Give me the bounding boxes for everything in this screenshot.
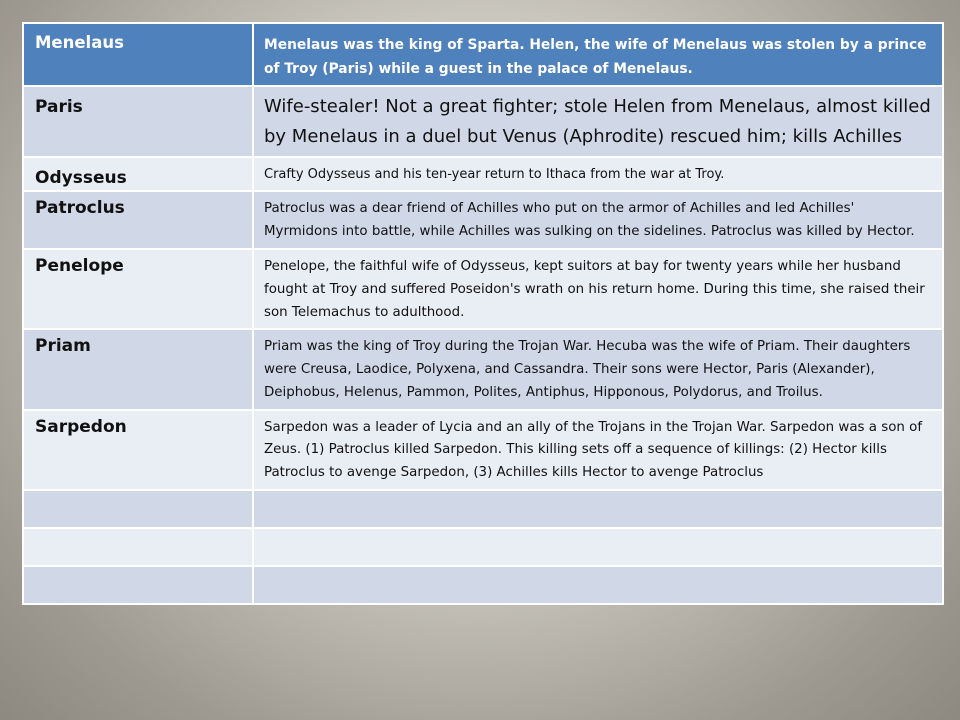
description-cell [253, 23, 943, 86]
table-row [23, 86, 943, 156]
empty-cell [253, 490, 943, 528]
description-cell [253, 191, 943, 249]
table-row [23, 191, 943, 249]
character-description: Sarpedon was a leader of Lycia and an ally of the Trojans in the Trojan War. Sarpedon was a son of Zeus. (1) Patroclus killed Sarpedon. This killing sets off a sequence of killings: (2) Hector kills Patroclus to avenge Sarpedon, (3) Achilles kills Hector to avenge Patroclus [264, 419, 923, 481]
empty-cell [253, 528, 943, 566]
empty-cell [23, 490, 253, 528]
character-table [22, 22, 944, 605]
empty-cell [23, 566, 253, 604]
table-row [23, 23, 943, 86]
name-cell [23, 410, 253, 490]
character-name: Odysseus [35, 167, 127, 188]
description-cell [253, 86, 943, 156]
table-row [23, 410, 943, 490]
name-cell [23, 191, 253, 249]
character-name: Sarpedon [35, 416, 127, 437]
name-cell [23, 23, 253, 86]
description-cell [253, 249, 943, 329]
character-description: Menelaus was the king of Sparta. Helen, the wife of Menelaus was stolen by a prince of Troy (Paris) while a guest in the palace of Menelaus. [264, 37, 927, 78]
character-description: Crafty Odysseus and his ten-year return to Ithaca from the war at Troy. [264, 166, 725, 182]
character-name: Penelope [35, 255, 124, 276]
name-cell [23, 329, 253, 409]
character-description: Priam was the king of Troy during the Trojan War. Hecuba was the wife of Priam. Their daughters were Creusa, Laodice, Polyxena, and Cassandra. Their sons were Hector, Paris (Alexander), Deiphobus, Helenus, Pammon, Polites, Antiphus, Hipponous, Polydorus, and Troilus. [264, 339, 911, 400]
character-name: Patroclus [35, 198, 125, 219]
description-cell [253, 329, 943, 409]
character-name: Priam [35, 336, 91, 357]
empty-row [23, 566, 943, 604]
name-cell [23, 157, 253, 192]
table-row [23, 249, 943, 329]
empty-row [23, 490, 943, 528]
name-cell [23, 86, 253, 156]
description-cell [253, 157, 943, 192]
character-name: Paris [35, 97, 83, 118]
character-description: Wife-stealer! Not a great fighter; stole Helen from Menelaus, almost killed by Menelaus in a duel but Venus (Aphrodite) rescued him; kills Achilles [264, 96, 931, 147]
description-cell [253, 410, 943, 490]
empty-cell [253, 566, 943, 604]
table-row [23, 157, 943, 192]
empty-cell [23, 528, 253, 566]
character-description: Patroclus was a dear friend of Achilles who put on the armor of Achilles and led Achilles' Myrmidons into battle, while Achilles was sulking on the sidelines. Patroclus was killed by Hector. [264, 201, 915, 240]
empty-row [23, 528, 943, 566]
table-row [23, 329, 943, 409]
character-name: Menelaus [35, 33, 124, 52]
character-description: Penelope, the faithful wife of Odysseus, kept suitors at bay for twenty years while her husband fought at Troy and suffered Poseidon's wrath on his return home. During this time, she raised their son Telemachus to adulthood. [264, 258, 925, 320]
name-cell [23, 249, 253, 329]
